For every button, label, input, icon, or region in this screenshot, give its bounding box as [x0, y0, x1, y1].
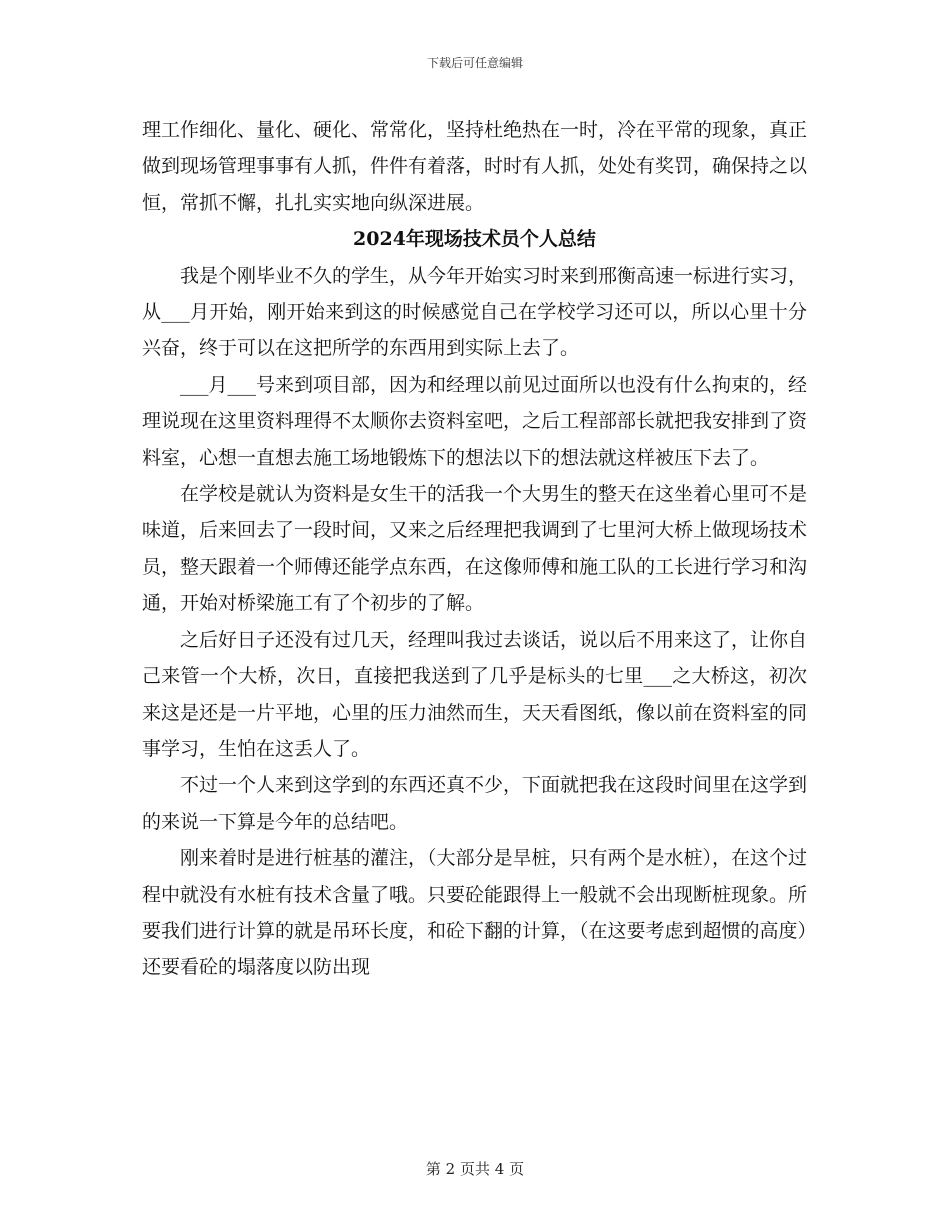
body-paragraph: 在学校是就认为资料是女生干的活我一个大男生的整天在这坐着心里可不是味道，后来回去了一段时间，又来之后经理把我调到了七里河大桥上做现场技术员，整天跟着一个师傅还能学点东西，在这像师傅和施工队的工长进行学习和沟通，开始对桥梁施工有了个初步的了解。: [142, 483, 808, 615]
intro-paragraph: 理工作细化、量化、硬化、常常化，坚持杜绝热在一时，冷在平常的现象，真正做到现场管理事事有人抓，件件有着落，时时有人抓，处处有奖罚，确保持之以恒，常抓不懈，扎扎实实地向纵深进展。: [142, 119, 808, 214]
body-paragraph: ___月___号来到项目部，因为和经理以前见过面所以也没有什么拘束的，经理说现在这里资料理得不太顺你去资料室吧，之后工程部部长就把我安排到了资料室，心想一直想去施工场地锻炼下的想法以下的想法就这样被压下去了。: [142, 373, 808, 469]
body-paragraph: 之后好日子还没有过几天，经理叫我过去谈话，说以后不用来这了，让你自己来管一个大桥，次日，直接把我送到了几乎是标头的七里___之大桥这，初次来这是还是一片平地，心里的压力油然而生，天天看图纸，像以前在资料室的同事学习，生怕在这丢人了。: [142, 628, 808, 760]
page-header: 下载后可任意编辑: [426, 56, 523, 70]
document-body: [142, 112, 807, 986]
document-title: 2024年现场技术员个人总结: [353, 228, 596, 251]
body-paragraph: 刚来着时是进行桩基的灌注，（大部分是旱桩，只有两个是水桩），在这个过程中就没有水桩有技术含量了哦。只要砼能跟得上一般就不会出现断桩现象。所要我们进行计算的就是吊环长度，和砼下翻的计算，（在这要考虑到超惯的高度）还要看砼的塌落度以防出现: [142, 847, 808, 979]
body-paragraph: 我是个刚毕业不久的学生，从今年开始实习时来到邢衡高速一标进行实习，从___月开始，刚开始来到这的时候感觉自己在学校学习还可以，所以心里十分兴奋，终于可以在这把所学的东西用到实际上去了。: [142, 264, 808, 360]
page-number-footer: 第 2 页共 4 页: [425, 1160, 525, 1178]
body-paragraph: 不过一个人来到这学到的东西还真不少，下面就把我在这段时间里在这学到的来说一下算是今年的总结吧。: [142, 774, 808, 833]
